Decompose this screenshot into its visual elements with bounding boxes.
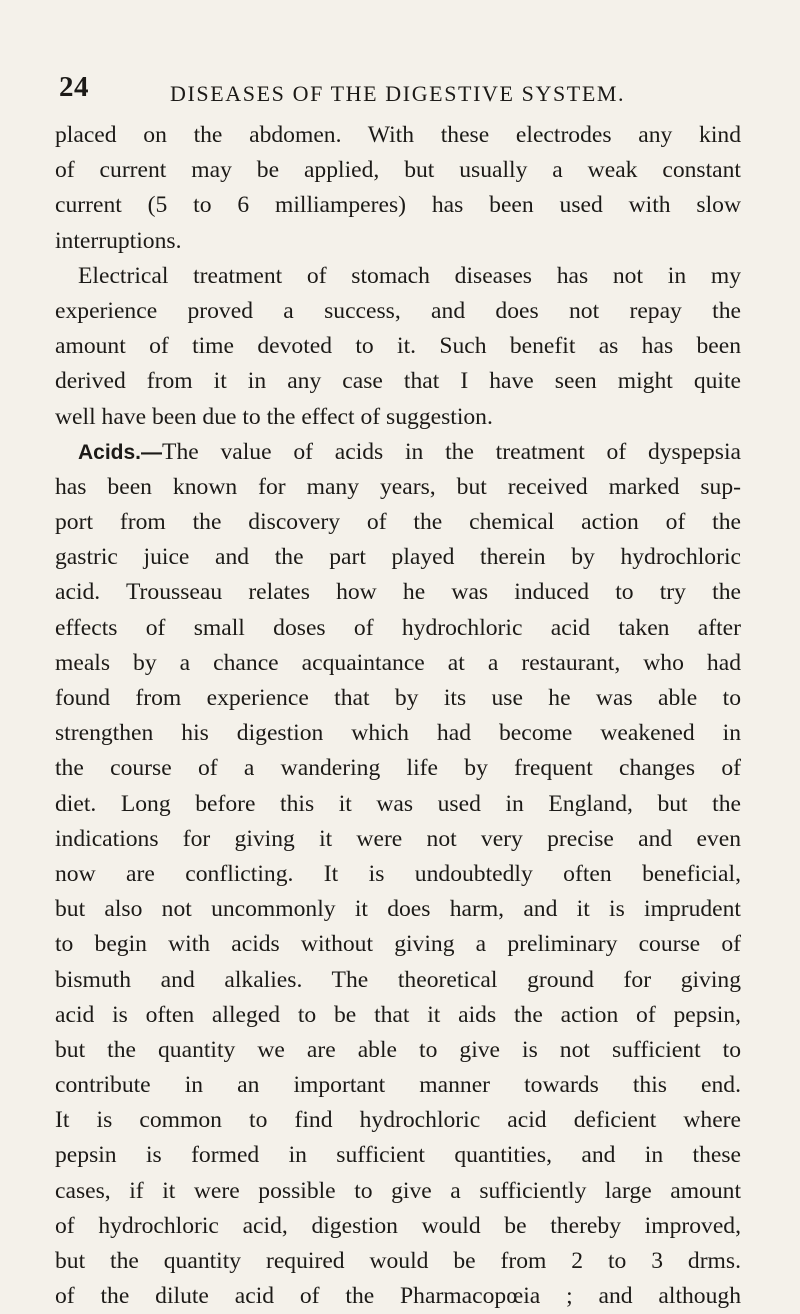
text-line: acid is often alleged to be that it aids the action of pepsin, [55,1001,741,1028]
text-line: to begin with acids without giving a preliminary course of [55,931,741,958]
text-line: derived from it in any case that I have seen might quite [55,368,741,395]
text-line: but the quantity required would be from 2 to 3 drms. [55,1248,741,1274]
text-line: now are conflicting. It is undoubtedly often beneficial, [55,860,741,887]
text-line: the course of a wandering life by frequent changes of [55,755,741,782]
text-line: diet. Long before this it was used in England, but the [55,790,741,817]
text-line: gastric juice and the part played therein by hydrochloric [55,544,741,571]
text-line: cases, if it were possible to give a sufficiently large amount [55,1177,741,1204]
text-line: indications for giving it were not very precise and even [55,825,741,852]
text-line: Electrical treatment of stomach diseases has not in my [78,262,741,289]
text-line: pepsin is formed in sufficient quantities, and in these [55,1142,741,1169]
page-number: 24 [59,71,89,103]
run-in-heading: Acids. [78,440,142,464]
text-line: contribute in an important manner towards this end. [55,1072,741,1099]
text-line: port from the discovery of the chemical action of the [55,509,741,536]
text-line: amount of time devoted to it. Such benefit as has been [55,333,741,360]
text-line: has been known for many years, but received marked sup- [55,473,741,500]
text-line: meals by a chance acquaintance at a restaurant, who had [55,649,741,676]
text-line: but also not uncommonly it does harm, and it is imprudent [55,896,741,923]
text-line: The value of acids in the treatment of dyspepsia [162,438,741,465]
running-head: DISEASES OF THE DIGESTIVE SYSTEM. [170,81,626,106]
text-line: placed on the abdomen. With these electrodes any kind [55,122,741,148]
text-line: strengthen his digestion which had become weakened in [55,720,741,747]
text-line: acid. Trousseau relates how he was induced to try the [55,579,741,606]
page-header [55,71,745,111]
text-line: experience proved a success, and does not repay the [55,297,741,324]
text-line: of the dilute acid of the Pharmacopœia ; and although [55,1283,741,1310]
book-page [55,0,745,1310]
text-line: bismuth and alkalies. The theoretical ground for giving [55,966,741,993]
text-line: but the quantity we are able to give is not sufficient to [55,1036,741,1063]
text-line: of hydrochloric acid, digestion would be thereby improved, [55,1212,741,1239]
body-text [55,118,741,1314]
text-line: of current may be applied, but usually a weak constant [55,157,741,184]
run-in-separator: — [141,440,163,464]
text-line: interruptions. [55,227,182,254]
text-line: effects of small doses of hydrochloric acid taken after [55,614,741,641]
text-line: well have been due to the effect of suggestion. [55,403,493,430]
text-line: current (5 to 6 milliamperes) has been used with slow [55,192,741,219]
text-line: found from experience that by its use he was able to [55,685,741,711]
text-line: It is common to find hydrochloric acid deficient where [55,1107,741,1134]
acids-paragraph-first-line [55,435,741,470]
